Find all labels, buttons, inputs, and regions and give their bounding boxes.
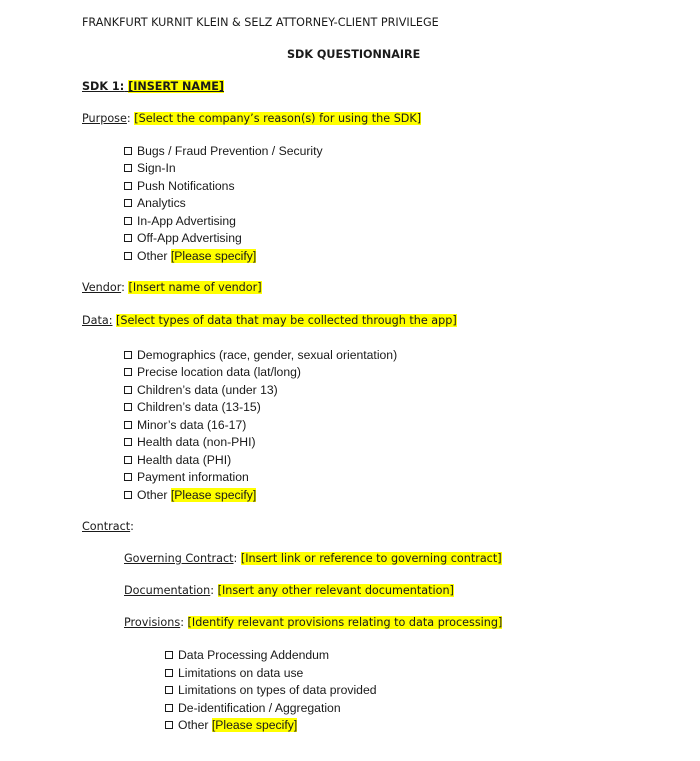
checkbox-icon[interactable] [124, 491, 132, 499]
vendor-field [82, 281, 262, 295]
option-label: Limitations on data use [178, 666, 304, 680]
other-placeholder[interactable]: [Please specify] [170, 249, 257, 263]
purpose-option-other[interactable] [124, 249, 256, 263]
option-label: Minor’s data (16-17) [137, 418, 247, 432]
checkbox-icon[interactable] [124, 182, 132, 190]
provision-option[interactable] [165, 683, 377, 697]
document-title: SDK QUESTIONNAIRE [287, 48, 421, 61]
provisions-field [124, 616, 502, 630]
option-label: Children’s data (13-15) [137, 400, 261, 414]
contract-heading [82, 520, 134, 534]
documentation-field [124, 584, 454, 598]
option-label: Push Notifications [137, 179, 235, 193]
data-option[interactable] [124, 470, 249, 484]
provisions-placeholder[interactable]: [Identify relevant provisions relating to data processing] [187, 616, 503, 629]
purpose-colon: : [126, 112, 131, 125]
vendor-colon: : [121, 281, 125, 294]
purpose-label: Purpose [82, 112, 127, 125]
option-label: Precise location data (lat/long) [137, 365, 301, 379]
option-label: Other [178, 718, 209, 732]
data-option[interactable] [124, 453, 231, 467]
option-label: Children’s data (under 13) [137, 383, 278, 397]
option-label: Limitations on types of data provided [178, 683, 377, 697]
checkbox-icon[interactable] [124, 199, 132, 207]
provision-option[interactable] [165, 648, 329, 662]
governing-contract-placeholder[interactable]: [Insert link or reference to governing contract] [240, 552, 502, 565]
privilege-header: FRANKFURT KURNIT KLEIN & SELZ ATTORNEY-CLIENT PRIVILEGE [82, 16, 439, 29]
provision-option[interactable] [165, 701, 341, 715]
governing-contract-field [124, 552, 502, 566]
other-placeholder[interactable]: [Please specify] [170, 488, 257, 502]
checkbox-icon[interactable] [124, 473, 132, 481]
provisions-label: Provisions [124, 616, 181, 629]
checkbox-icon[interactable] [124, 351, 132, 359]
data-option[interactable] [124, 435, 256, 449]
checkbox-icon[interactable] [124, 164, 132, 172]
option-label: Payment information [137, 470, 249, 484]
checkbox-icon[interactable] [165, 669, 173, 677]
option-label: Health data (PHI) [137, 453, 232, 467]
option-label: Other [137, 249, 168, 263]
data-option[interactable] [124, 400, 261, 414]
checkbox-icon[interactable] [124, 368, 132, 376]
option-label: Off-App Advertising [137, 231, 242, 245]
option-label: Health data (non-PHI) [137, 435, 256, 449]
provision-option[interactable] [165, 666, 303, 680]
checkbox-icon[interactable] [165, 686, 173, 694]
checkbox-icon[interactable] [124, 403, 132, 411]
checkbox-icon[interactable] [124, 252, 132, 260]
option-label: Demographics (race, gender, sexual orientation) [137, 348, 398, 362]
option-label: Analytics [137, 196, 186, 210]
documentation-placeholder[interactable]: [Insert any other relevant documentation] [217, 584, 454, 597]
contract-colon: : [130, 520, 134, 533]
provision-option-other[interactable] [165, 718, 297, 732]
data-placeholder[interactable]: [Select types of data that may be collected through the app] [116, 314, 457, 327]
purpose-field [82, 112, 421, 126]
checkbox-icon[interactable] [124, 456, 132, 464]
option-label: Other [137, 488, 168, 502]
sdk-label: SDK 1: [82, 80, 125, 93]
data-field [82, 314, 457, 328]
purpose-placeholder[interactable]: [Select the company’s reason(s) for using the SDK] [134, 112, 422, 125]
sdk-heading [82, 80, 224, 94]
governing-contract-label: Governing Contract [124, 552, 234, 565]
data-option[interactable] [124, 418, 246, 432]
contract-label: Contract [82, 520, 131, 533]
provisions-colon: : [180, 616, 184, 629]
option-label: Data Processing Addendum [178, 648, 330, 662]
checkbox-icon[interactable] [165, 704, 173, 712]
documentation-label: Documentation [124, 584, 211, 597]
purpose-option[interactable] [124, 179, 235, 193]
purpose-option[interactable] [124, 231, 242, 245]
checkbox-icon[interactable] [124, 438, 132, 446]
purpose-option[interactable] [124, 214, 236, 228]
option-label: De-identification / Aggregation [178, 701, 341, 715]
data-option-other[interactable] [124, 488, 256, 502]
governing-contract-colon: : [233, 552, 238, 565]
purpose-option[interactable] [124, 196, 186, 210]
data-option[interactable] [124, 348, 397, 362]
checkbox-icon[interactable] [124, 147, 132, 155]
purpose-option[interactable] [124, 161, 176, 175]
checkbox-icon[interactable] [124, 386, 132, 394]
checkbox-icon[interactable] [165, 721, 173, 729]
documentation-colon: : [210, 584, 215, 597]
sdk-name-placeholder[interactable]: [INSERT NAME] [128, 80, 224, 93]
option-label: In-App Advertising [137, 214, 236, 228]
purpose-option[interactable] [124, 144, 323, 158]
checkbox-icon[interactable] [124, 421, 132, 429]
option-label: Sign-In [137, 161, 176, 175]
other-placeholder[interactable]: [Please specify] [211, 718, 298, 732]
vendor-placeholder[interactable]: [Insert name of vendor] [128, 281, 262, 294]
option-label: Bugs / Fraud Prevention / Security [137, 144, 323, 158]
data-option[interactable] [124, 383, 278, 397]
checkbox-icon[interactable] [124, 234, 132, 242]
data-label: Data: [82, 314, 113, 327]
checkbox-icon[interactable] [165, 651, 173, 659]
checkbox-icon[interactable] [124, 217, 132, 225]
vendor-label: Vendor [82, 281, 122, 294]
data-option[interactable] [124, 365, 301, 379]
